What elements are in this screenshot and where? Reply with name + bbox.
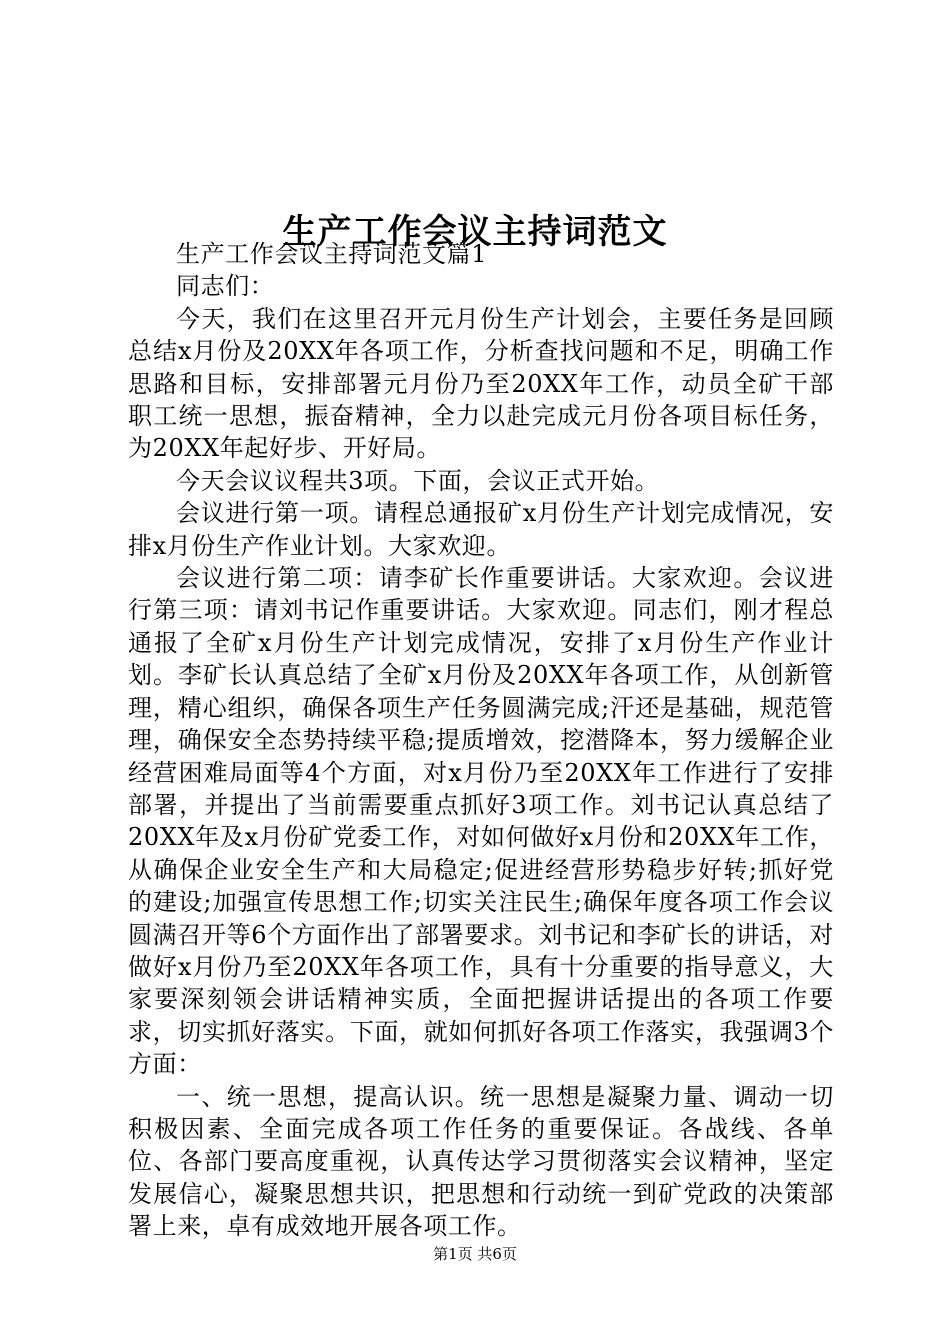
document-body [128, 238, 834, 1243]
paragraph: 今天，我们在这里召开元月份生产计划会，主要任务是回顾总结x月份及20XX年各项工作，分析查找问题和不足，明确工作思路和目标，安排部署元月份乃至20XX年工作，动员全矿干部职工统一思想，振奋精神，全力以赴完成元月份各项目标任务，为20XX年起好步、开好局。 [128, 304, 834, 463]
section-heading: 生产工作会议主持词范文篇1 [176, 240, 488, 268]
paragraph: 会议进行第一项。请程总通报矿x月份生产计划完成情况，安排x月份生产作业计划。大家欢迎。 [128, 499, 834, 560]
salutation: 同志们： [176, 272, 275, 301]
paragraph: 会议进行第二项：请李矿长作重要讲话。大家欢迎。会议进行第三项：请刘书记作重要讲话。大家欢迎。同志们，刚才程总通报了全矿x月份生产计划完成情况，安排了x月份生产作业计划。李矿长认真总结了全矿x月份及20XX年各项工作，从创新管理，精心组织，确保各项生产任务圆满完成;汗还是基础，规范管理，确保安全态势持续平稳;提质增效，挖潜降本，努力缓解企业经营困难局面等4个方面，对x月份乃至20XX年工作进行了安排部署，并提出了当前需要重点抓好3项工作。刘书记认真总结了20XX年及x月份矿党委工作，对如何做好x月份和20XX年工作，从确保企业安全生产和大局稳定;促进经营形势稳步好转;抓好党的建设;加强宣传思想工作;切实关注民生;确保年度各项工作会议圆满召开等6个方面作出了部署要求。刘书记和李矿长的讲话，对做好x月份乃至20XX年各项工作，具有十分重要的指导意义，大家要深刻领会讲话精神实质，全面把握讲话提出的各项工作要求，切实抓好落实。下面，就如何抓好各项工作落实，我强调3个方面： [128, 564, 834, 1079]
paragraph: 今天会议议程共3项。下面，会议正式开始。 [176, 466, 660, 495]
paragraph: 一、统一思想，提高认识。统一思想是凝聚力量、调动一切积极因素、全面完成各项工作任务的重要保证。各战线、各单位、各部门要高度重视，认真传达学习贯彻落实会议精神，坚定发展信心，凝聚思想共识，把思想和行动统一到矿党政的决策部署上来，卓有成效地开展各项工作。 [128, 1082, 834, 1241]
page-title: 生产工作会议主持词范文 [282, 211, 668, 252]
page-number-footer: 第1页 共6页 [433, 1245, 517, 1263]
